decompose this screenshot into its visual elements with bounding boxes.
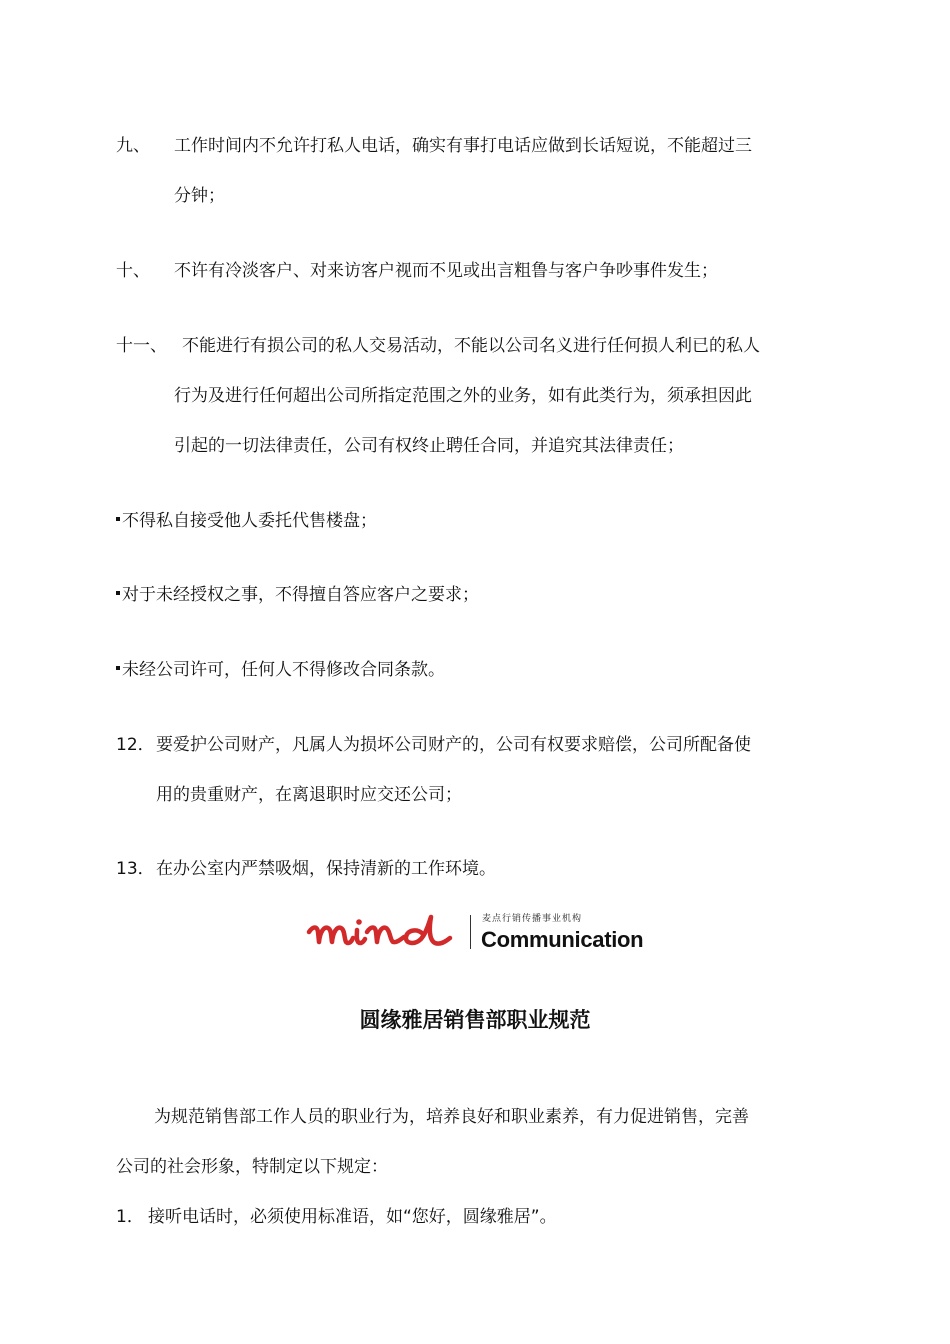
item-text-line: 要爱护公司财产，凡属人为损坏公司财产的，公司有权要求赔偿，公司所配备使 <box>156 735 751 755</box>
logo-name: Communication <box>481 927 644 952</box>
bullet-item <box>116 583 479 607</box>
item-number: 1． <box>116 1207 144 1227</box>
logo-subtitle: 麦点行销传播事业机构 <box>482 914 583 924</box>
item-text-line: 不能进行有损公司的私人交易活动，不能以公司名义进行任何损人利已的私人 <box>182 336 760 356</box>
item-number: 13． <box>116 859 155 879</box>
bullet-text: 未经公司许可，任何人不得修改合同条款。 <box>122 660 445 680</box>
item-text-line: 工作时间内不允许打私人电话，确实有事打电话应做到长话短说，不能超过三 <box>174 136 752 156</box>
item-text-line: 在办公室内严禁吸烟，保持清新的工作环境。 <box>156 859 496 879</box>
item-number: 十一、 <box>116 336 167 356</box>
intro-line: 公司的社会形象，特制定以下规定： <box>116 1157 388 1177</box>
item-number: 十、 <box>116 261 150 281</box>
bullet-marker <box>116 666 120 670</box>
item-number: 九、 <box>116 136 150 156</box>
item-text-line: 引起的一切法律责任，公司有权终止聘任合同，并追究其法律责任； <box>174 436 684 456</box>
bullet-item <box>116 509 377 533</box>
item-number: 12． <box>116 735 155 755</box>
bullet-text: 不得私自接受他人委托代售楼盘； <box>122 511 377 531</box>
intro-line: 为规范销售部工作人员的职业行为，培养良好和职业素养，有力促进销售，完善 <box>154 1107 749 1127</box>
bullet-item <box>116 658 445 682</box>
section-title: 圆缘雅居销售部职业规范 <box>359 1008 591 1032</box>
bullet-marker <box>116 591 120 595</box>
item-text-line: 不许有冷淡客户、对来访客户视而不见或出言粗鲁与客户争吵事件发生； <box>174 261 718 281</box>
bullet-marker <box>116 517 120 521</box>
logo-divider <box>470 915 471 949</box>
item-text-line: 行为及进行任何超出公司所指定范围之外的业务，如有此类行为，须承担因此 <box>174 386 752 406</box>
company-logo <box>305 912 645 954</box>
item-text-line: 分钟； <box>174 186 225 206</box>
rule-text: 接听电话时，必须使用标准语，如“您好，圆缘雅居”。 <box>148 1207 557 1227</box>
bullet-text: 对于未经授权之事，不得擅自答应客户之要求； <box>122 585 479 605</box>
item-text-line: 用的贵重财产，在离退职时应交还公司； <box>156 785 462 805</box>
mind-script-logo-icon <box>305 912 465 954</box>
